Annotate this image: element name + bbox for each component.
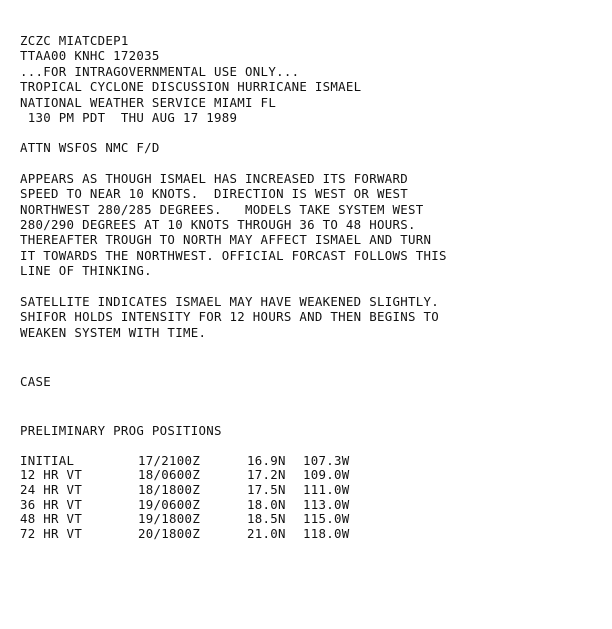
case-label: CASE (20, 373, 52, 389)
forecast-label: 24 HR VT (20, 481, 83, 497)
table-row (20, 468, 363, 483)
forecast-latitude: 16.9N (247, 452, 286, 468)
discussion-line: LINE OF THINKING. (20, 263, 152, 279)
discussion-line: WEAKEN SYSTEM WITH TIME. (20, 324, 207, 340)
forecast-time: 19/0600Z (138, 496, 201, 512)
discussion-line: SHIFOR HOLDS INTENSITY FOR 12 HOURS AND THEN BEGINS TO (20, 309, 440, 325)
discussion-line: NORTHWEST 280/285 DEGREES. MODELS TAKE SYSTEM WEST (20, 201, 424, 217)
table-row (20, 527, 363, 542)
teletype-document (20, 33, 605, 541)
forecast-label: 72 HR VT (20, 525, 83, 541)
forecast-longitude: 115.0W (303, 511, 350, 527)
forecast-longitude: 107.3W (303, 452, 350, 468)
forecast-latitude: 18.0N (247, 496, 286, 512)
forecast-time: 18/0600Z (138, 467, 201, 483)
table-row (20, 498, 363, 513)
forecast-longitude: 113.0W (303, 496, 350, 512)
header-line: NATIONAL WEATHER SERVICE MIAMI FL (20, 94, 277, 110)
prog-title: PRELIMINARY PROG POSITIONS (20, 423, 222, 439)
discussion-line: SPEED TO NEAR 10 KNOTS. DIRECTION IS WEST OR WEST (20, 186, 408, 202)
forecast-label: INITIAL (20, 452, 75, 468)
discussion-paragraph-2 (20, 294, 605, 340)
discussion-line: IT TOWARDS THE NORTHWEST. OFFICIAL FORCAST FOLLOWS THIS (20, 247, 447, 263)
header-line: ...FOR INTRAGOVERNMENTAL USE ONLY... (20, 63, 300, 79)
header-line: ZCZC MIATCDEP1 (20, 33, 129, 48)
forecast-label: 12 HR VT (20, 467, 83, 483)
table-row (20, 512, 363, 527)
prog-positions-table (20, 454, 363, 542)
forecast-time: 20/1800Z (138, 525, 201, 541)
forecast-latitude: 18.5N (247, 511, 286, 527)
discussion-line: APPEARS AS THOUGH ISMAEL HAS INCREASED ITS FORWARD (20, 170, 408, 186)
discussion-paragraph-1 (20, 171, 605, 279)
discussion-line: 280/290 DEGREES AT 10 KNOTS THROUGH 36 TO 48 HOURS. (20, 217, 416, 233)
attn-line: ATTN WSFOS NMC F/D (20, 140, 160, 156)
forecast-latitude: 17.5N (247, 481, 286, 497)
forecast-longitude: 111.0W (303, 481, 350, 497)
forecast-label: 36 HR VT (20, 496, 83, 512)
table-row (20, 454, 363, 469)
forecast-time: 17/2100Z (138, 452, 201, 468)
forecast-latitude: 21.0N (247, 525, 286, 541)
forecast-time: 19/1800Z (138, 511, 201, 527)
header-line: 130 PM PDT THU AUG 17 1989 (20, 110, 238, 126)
table-row (20, 483, 363, 498)
forecast-label: 48 HR VT (20, 511, 83, 527)
forecast-longitude: 118.0W (303, 525, 350, 541)
discussion-line: THEREAFTER TROUGH TO NORTH MAY AFFECT ISMAEL AND TURN (20, 232, 432, 248)
header-line: TROPICAL CYCLONE DISCUSSION HURRICANE ISMAEL (20, 79, 362, 95)
discussion-line: SATELLITE INDICATES ISMAEL MAY HAVE WEAKENED SLIGHTLY. (20, 293, 440, 309)
forecast-latitude: 17.2N (247, 467, 286, 483)
message-header (20, 33, 605, 125)
forecast-time: 18/1800Z (138, 481, 201, 497)
header-line: TTAA00 KNHC 172035 (20, 48, 160, 64)
forecast-longitude: 109.0W (303, 467, 350, 483)
